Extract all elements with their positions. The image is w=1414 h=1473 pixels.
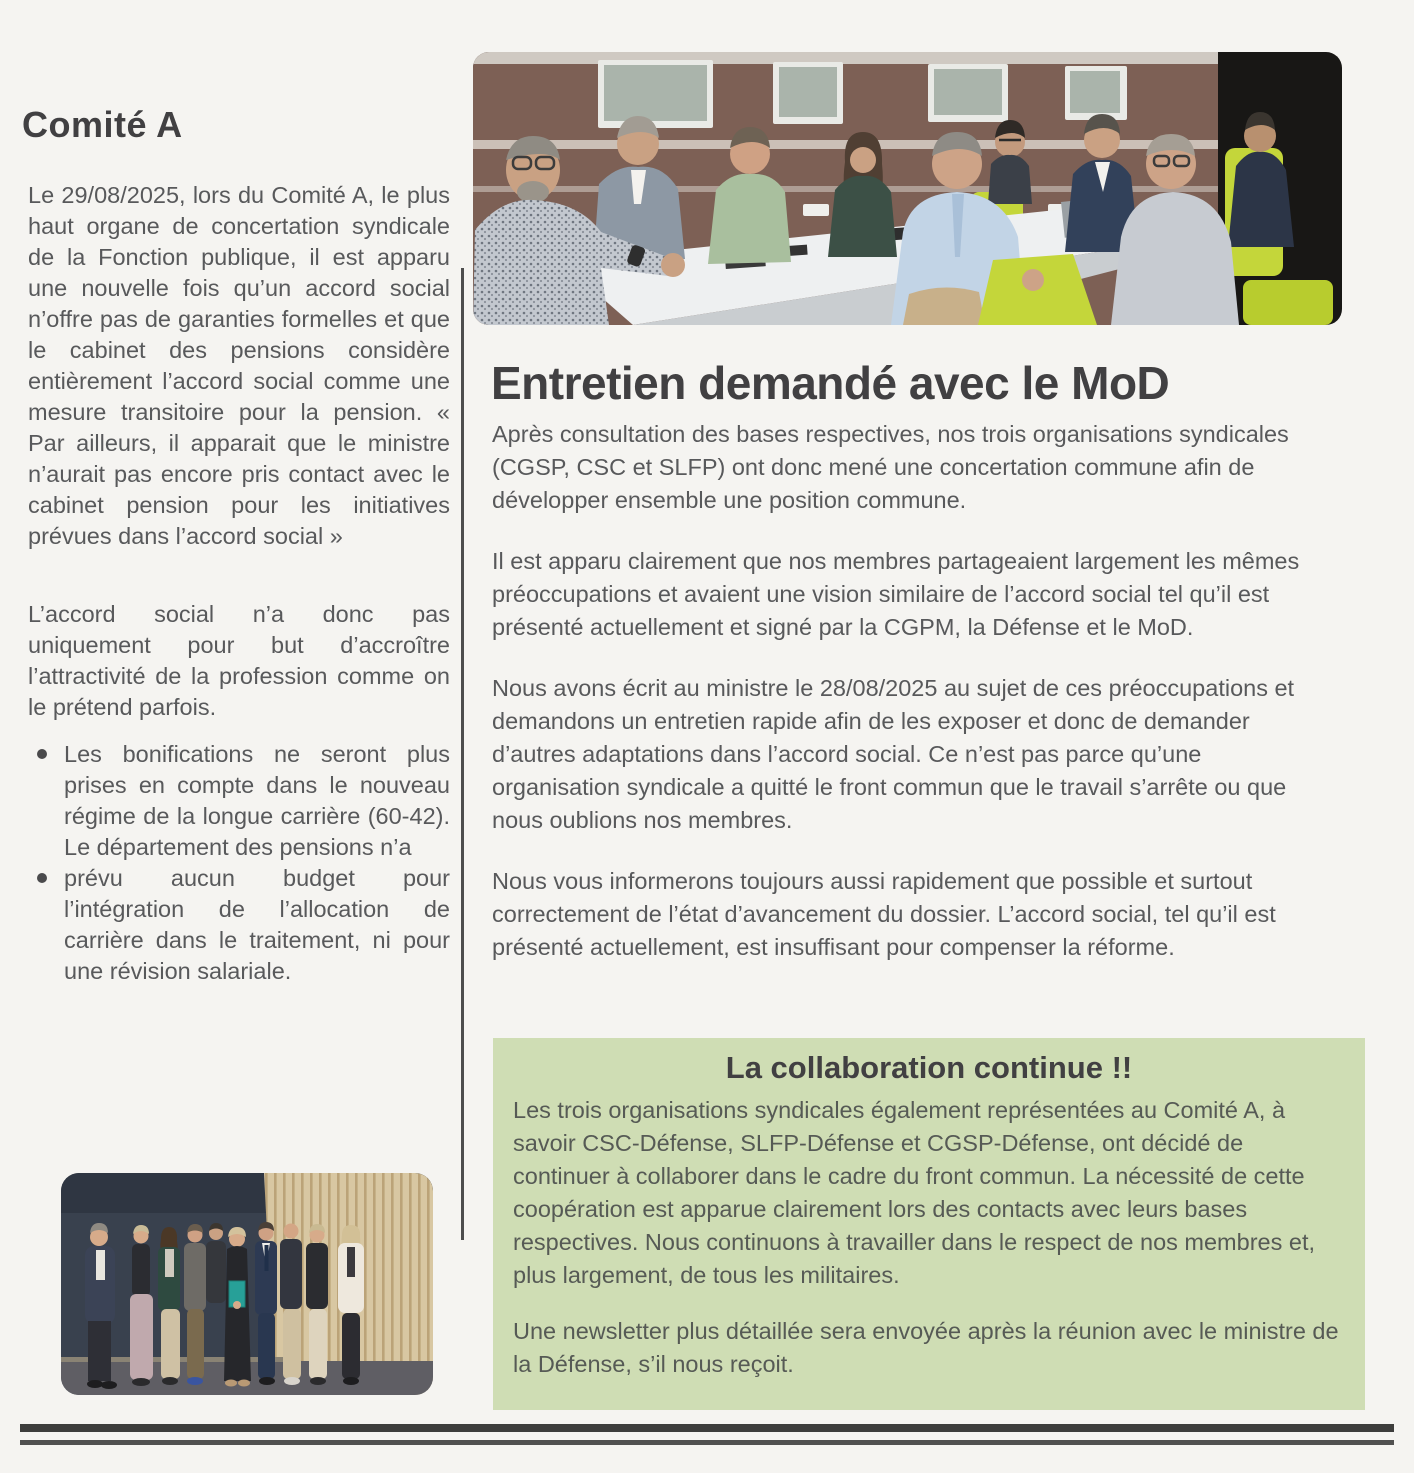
highlight-paragraph: Une newsletter plus détaillée sera envoyée après la réunion avec le ministre de la Défense, s’il nous reçoit. <box>513 1318 1339 1377</box>
column-divider <box>461 268 464 1240</box>
standing-group-photo-illustration <box>61 1173 433 1395</box>
body-paragraph: Il est apparu clairement que nos membres partageaient largement les mêmes préoccupations et avaient une vision similaire de l’accord social tel qu’il est présenté actuellement et signé par la CGPM, la Défense et le MoD. <box>492 548 1300 640</box>
body-paragraph: L’accord social n’a donc pas uniquement pour but d’accroître l’attractivité de la profession comme on le prétend parfois. <box>28 601 450 720</box>
body-paragraph: Après consultation des bases respectives, nos trois organisations syndicales (CGSP, CSC et SLFP) ont donc mené une concertation commune afin de développer ensemble une position commune. <box>492 421 1289 513</box>
highlight-title: La collaboration continue !! <box>725 1050 1133 1085</box>
bullet-item: Les bonifications ne seront plus prises en compte dans le nouveau régime de la longue carrière (60-42). Le département des pensions n’a <box>64 739 450 863</box>
article-body <box>492 418 1330 992</box>
footer-rule-thick <box>20 1424 1394 1432</box>
meeting-room-photo <box>473 52 1342 325</box>
body-paragraph: Le 29/08/2025, lors du Comité A, le plus haut organe de concertation syndicale de la Fonction publique, il est apparu une nouvelle fois qu’un accord social n’offre pas de garanties formelles et que le cabinet des pensions considère entièrement l’accord social comme une mesure transitoire pour la pension. « Par ailleurs, il apparait que le ministre n’aurait pas encore pris contact avec le cabinet pension pour les initiatives prévues dans l’accord social » <box>28 182 450 549</box>
left-column-body <box>28 180 450 987</box>
bullet-item: prévu aucun budget pour l’intégration de l’allocation de carrière dans le traitement, ni pour une révision salariale. <box>64 863 450 987</box>
highlight-paragraph: Les trois organisations syndicales également représentées au Comité A, à savoir CSC-Défense, SLFP-Défense et CGSP-Défense, ont décidé de continuer à collaborer dans le cadre du front commun. La nécessité de cette coopération est apparue clairement lors des contacts avec leurs bases respectives. Nous continuons à travailler dans le respect de nos membres et, plus largement, de tous les militaires. <box>513 1097 1316 1288</box>
body-paragraph: Nous vous informerons toujours aussi rapidement que possible et surtout correctement de l’état d’avancement du dossier. L’accord social, tel qu’il est présenté actuellement, est insuffisant pour compenser la réforme. <box>492 868 1276 960</box>
standing-group-photo <box>61 1173 433 1395</box>
section-title-comite-a: Comité A <box>22 104 183 145</box>
bullet-list <box>28 739 450 987</box>
meeting-room-photo-illustration <box>473 52 1342 325</box>
highlight-box <box>493 1038 1365 1410</box>
article-title: Entretien demandé avec le MoD <box>491 357 1170 409</box>
body-paragraph: Nous avons écrit au ministre le 28/08/2025 au sujet de ces préoccupations et demandons un entretien rapide afin de les exposer et donc de demander d’autres adaptations dans l’accord social. Ce n’est pas parce qu’une organisation syndicale a quitté le front commun que le travail s’arrête ou que nous oublions nos membres. <box>492 675 1295 833</box>
footer-rule-thin <box>20 1440 1394 1445</box>
